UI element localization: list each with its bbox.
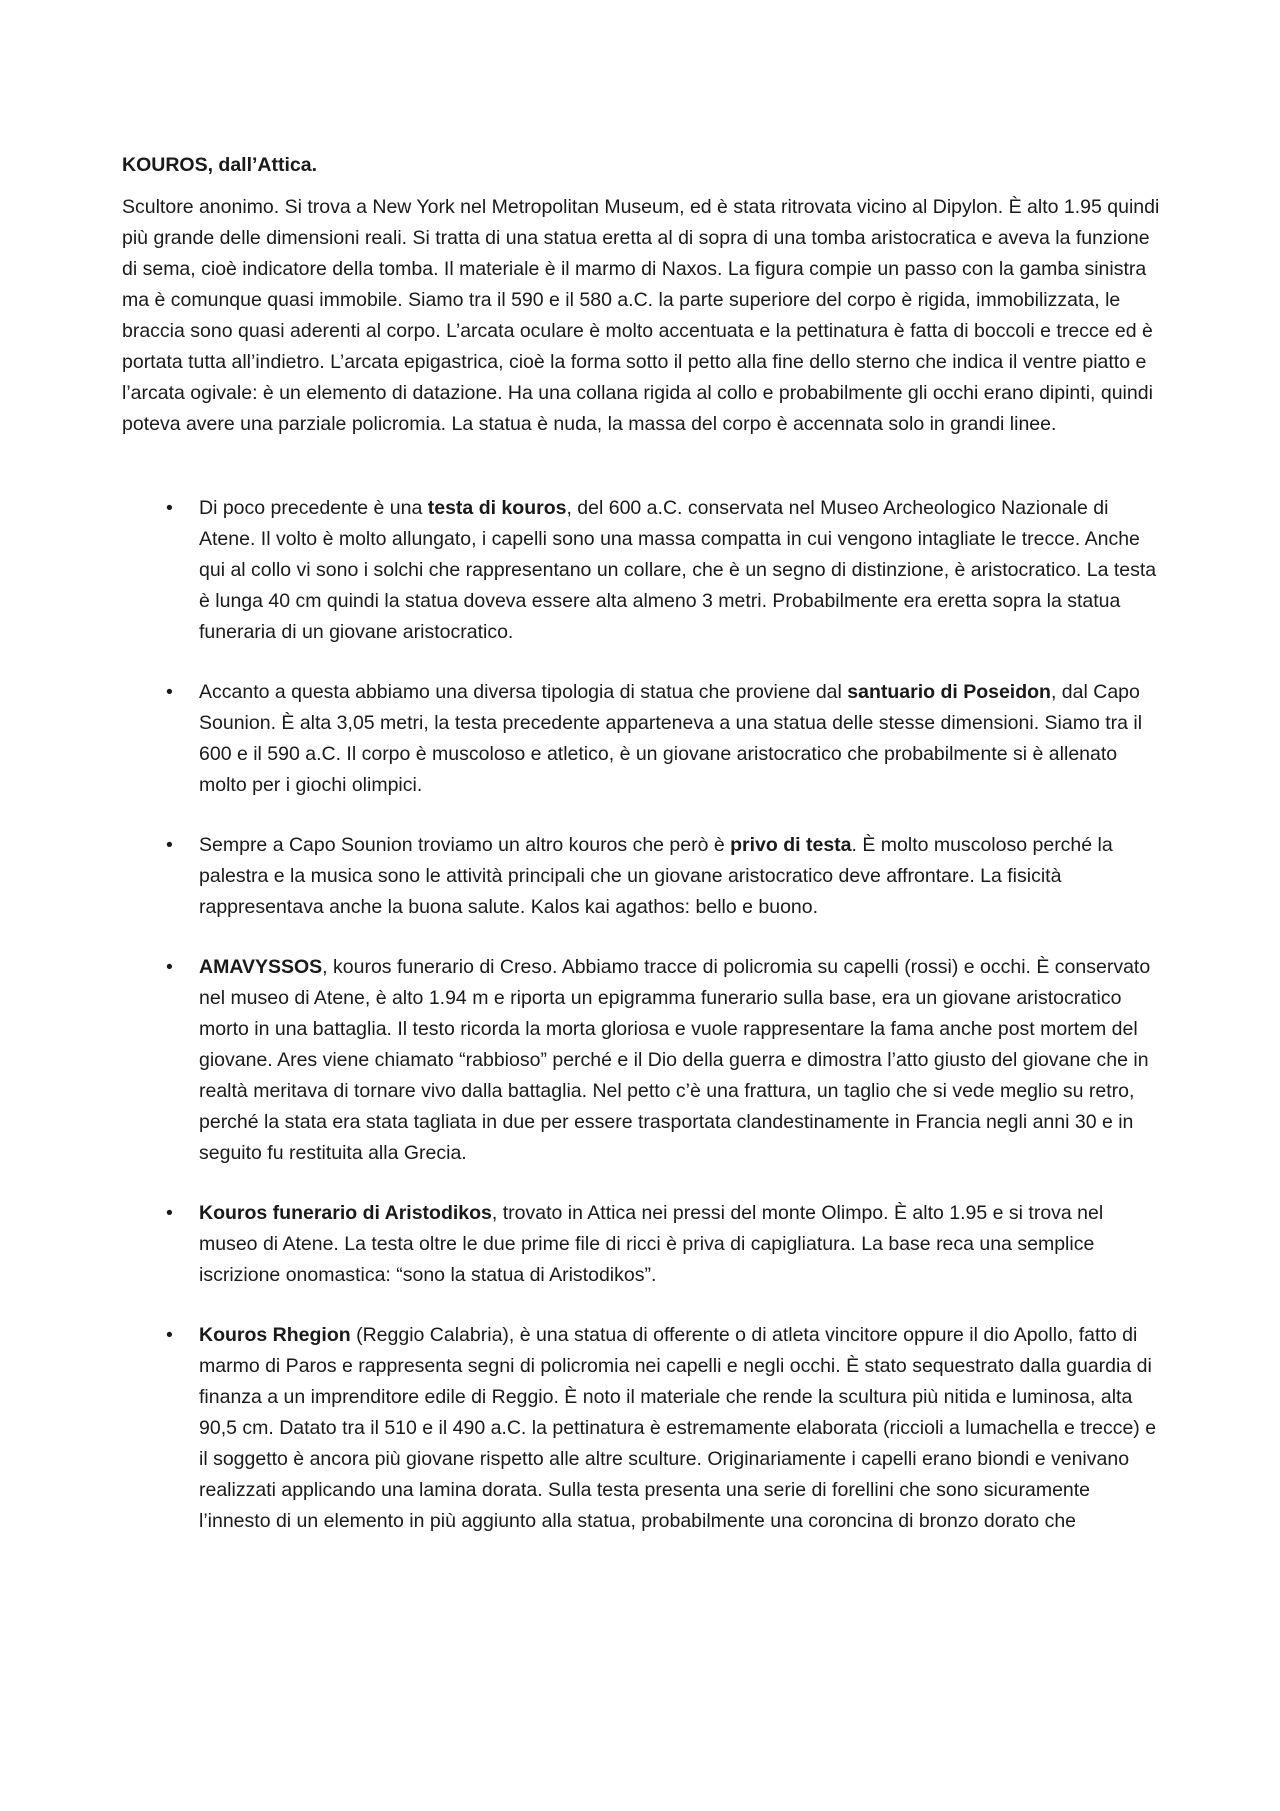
intro-paragraph: Scultore anonimo. Si trova a New York nel Metropolitan Museum, ed è stata ritrovata vicino al Dipylon. È alto 1.95 quindi più grande delle dimensioni reali. Si tratta di una statua eretta al di sopra di una tomba aristocratica e aveva la funzione di sema, cioè indicatore della tomba. Il materiale è il marmo di Naxos. La figura compie un passo con la gamba sinistra ma è comunque quasi immobile. Siamo tra il 590 e il 580 a.C. la parte superiore del corpo è rigida, immobilizzata, le braccia sono quasi aderenti al corpo. L’arcata oculare è molto accentuata e la pettinatura è fatta di boccoli e trecce ed è portata tutta all’indietro. L’arcata epigastrica, cioè la forma sotto il petto alla fine dello sterno che indica il ventre piatto e l’arcata ogivale: è un elemento di datazione. Ha una collana rigida al collo e probabilmente gli occhi erano dipinti, quindi poteva avere una parziale policromia. La statua è nuda, la massa del corpo è accennata solo in grandi linee.	[122, 196, 1160, 435]
list-item-text-post: . È molto muscoloso perché la palestra e la musica sono le attività principali che un giovane aristocratico deve affrontare. La fisicità rappresentava anche la buona salute. Kalos kai agathos: bello e buono.	[199, 834, 1113, 918]
list-item-text-pre: Accanto a questa abbiamo una diversa tipologia di statua che proviene dal	[199, 681, 848, 703]
list-item-text-post: (Reggio Calabria), è una statua di offerente o di atleta vincitore oppure il dio Apollo, fatto di marmo di Paros e rappresenta segni di policromia nei capelli e negli occhi. È stato sequestrato dalla guardia di finanza a un imprenditore edile di Reggio. È noto il materiale che rende la scultura più nitida e luminosa, alta 90,5 cm. Datato tra il 510 e il 490 a.C. la pettinatura è estremamente elaborata (riccioli a lumachella e trecce) e il soggetto è ancora più giovane rispetto alle altre sculture. Originariamente i capelli erano biondi e venivano realizzati applicando una lamina dorata. Sulla testa presenta una serie di forellini che sono sicuramente l’innesto di un elemento in più aggiunto alla statua, probabilmente una coroncina di bronzo dorato che	[199, 1324, 1157, 1532]
list-item	[122, 1198, 1162, 1291]
document-title: KOUROS, dall’Attica.	[122, 154, 318, 176]
list-item-text-post: , trovato in Attica nei pressi del monte Olimpo. È alto 1.95 e si trova nel museo di Atene. La testa oltre le due prime file di ricci è priva di capigliatura. La base reca una semplice iscrizione onomastica: “sono la statua di Aristodikos”.	[199, 1202, 1104, 1286]
list-item	[122, 1320, 1162, 1537]
bullet-icon: •	[166, 956, 173, 978]
list-item-bold: Kouros Rhegion	[199, 1324, 351, 1346]
list-item	[122, 830, 1162, 923]
list-item-bold: testa di kouros	[427, 497, 567, 519]
bullet-icon: •	[166, 681, 173, 703]
bullet-icon: •	[166, 1324, 173, 1346]
list-item-bold: AMAVYSSOS	[199, 956, 323, 978]
list-item	[122, 493, 1162, 648]
list-item-bold: santuario di Poseidon	[847, 681, 1051, 703]
document-page	[122, 150, 1162, 1566]
list-item	[122, 952, 1162, 1169]
list-item-bold: privo di testa	[730, 834, 852, 856]
list-item-text-post: , dal Capo Sounion. È alta 3,05 metri, la testa precedente apparteneva a una statua delle stesse dimensioni. Siamo tra il 600 e il 590 a.C. Il corpo è muscoloso e atletico, è un giovane aristocratico che probabilmente si è allenato molto per i giochi olimpici.	[199, 681, 1143, 796]
bullet-icon: •	[166, 1202, 173, 1224]
list-item-bold: Kouros funerario di Aristodikos	[199, 1202, 492, 1224]
bullet-icon: •	[166, 497, 173, 519]
list-item-text-post: , del 600 a.C. conservata nel Museo Archeologico Nazionale di Atene. Il volto è molto allungato, i capelli sono una massa compatta in cui vengono intagliate le trecce. Anche qui al collo vi sono i solchi che rappresentano un collare, che è un segno di distinzione, è aristocratico. La testa è lunga 40 cm quindi la statua doveva essere alta almeno 3 metri. Probabilmente era eretta sopra la statua funeraria di un giovane aristocratico.	[199, 497, 1157, 643]
list-item	[122, 677, 1162, 801]
list-item-text-post: , kouros funerario di Creso. Abbiamo tracce di policromia su capelli (rossi) e occhi. È conservato nel museo di Atene, è alto 1.94 m e riporta un epigramma funerario sulla base, era un giovane aristocratico morto in una battaglia. Il testo ricorda la morta gloriosa e vuole rappresentare la fama anche post mortem del giovane. Ares viene chiamato “rabbioso” perché e il Dio della guerra e dimostra l’atto giusto del giovane che in realtà meritava di tornare vivo dalla battaglia. Nel petto c’è una frattura, un taglio che si vede meglio su retro, perché la stata era stata tagliata in due per essere trasportata clandestinamente in Francia negli anni 30 e in seguito fu restituita alla Grecia.	[199, 956, 1151, 1164]
bullet-icon: •	[166, 834, 173, 856]
bullet-list	[122, 493, 1162, 1537]
list-item-text-pre: Di poco precedente è una	[199, 497, 428, 519]
list-item-text-pre: Sempre a Capo Sounion troviamo un altro kouros che però è	[199, 834, 731, 856]
